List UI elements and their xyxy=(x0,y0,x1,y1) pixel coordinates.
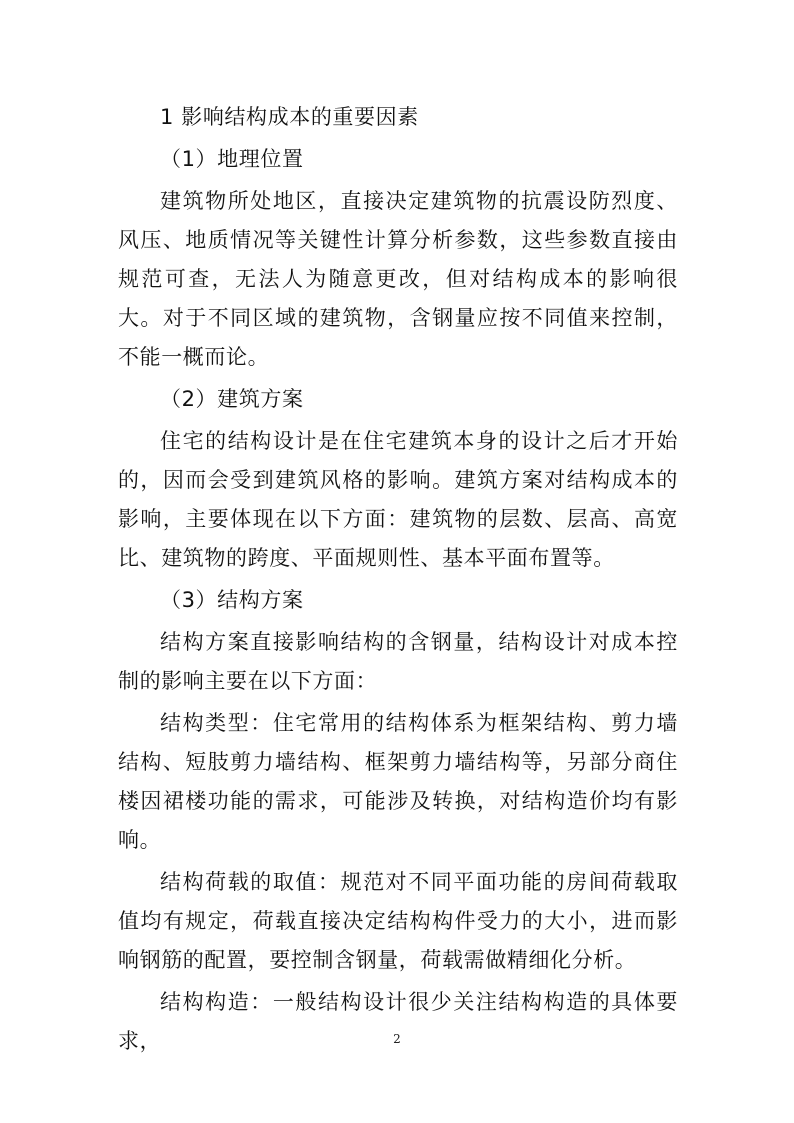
paragraph-structural-detailing: 结构构造：一般结构设计很少关注结构构造的具体要求， xyxy=(118,990,678,1053)
section-title: 1 影响结构成本的重要因素 xyxy=(160,105,419,129)
paragraph-structure-type: 结构类型：住宅常用的结构体系为框架结构、剪力墙结构、短肢剪力墙结构、框架剪力墙结构等，另部分商住楼因裙楼功能的需求，可能涉及转换，对结构造价均有影响。 xyxy=(118,711,678,852)
paragraph-geographic-location: 建筑物所处地区，直接决定建筑物的抗震设防烈度、风压、地质情况等关键性计算分析参数，这些参数直接由规范可查，无法人为随意更改，但对结构成本的影响很大。对于不同区域的建筑物，含钢量应按不同值来控制，不能一概而论。 xyxy=(118,189,678,369)
page-number: 2 xyxy=(393,1032,401,1046)
subheading-geographic-location: （1）地理位置 xyxy=(160,147,304,171)
subheading-architectural-scheme: （2）建筑方案 xyxy=(160,387,304,411)
paragraph-structural-load: 结构荷载的取值：规范对不同平面功能的房间荷载取值均有规定，荷载直接决定结构构件受力的大小，进而影响钢筋的配置，要控制含钢量，荷载需做精细化分析。 xyxy=(118,870,678,972)
paragraph-structural-scheme: 结构方案直接影响结构的含钢量，结构设计对成本控制的影响主要在以下方面： xyxy=(118,630,678,693)
subheading-structural-scheme: （3）结构方案 xyxy=(160,588,304,612)
document-body xyxy=(118,98,678,1061)
paragraph-architectural-scheme: 住宅的结构设计是在住宅建筑本身的设计之后才开始的，因而会受到建筑风格的影响。建筑方案对结构成本的影响，主要体现在以下方面：建筑物的层数、层高、高宽比、建筑物的跨度、平面规则性、基本平面布置等。 xyxy=(118,429,678,570)
